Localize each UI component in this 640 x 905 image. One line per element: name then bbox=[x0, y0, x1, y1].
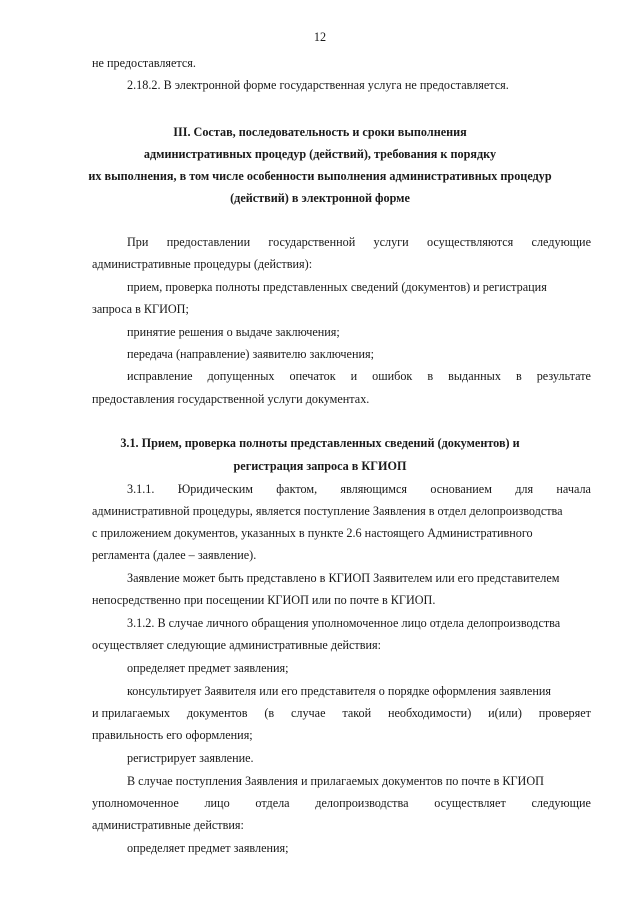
word: и(или) bbox=[488, 706, 522, 720]
word: государственной bbox=[268, 235, 356, 249]
word: случае bbox=[290, 706, 326, 720]
section-heading-line: (действий) в электронной форме bbox=[230, 191, 410, 205]
justified-line bbox=[127, 369, 591, 384]
text-line: определяет предмет заявления; bbox=[127, 841, 289, 855]
word: следующие bbox=[531, 796, 591, 810]
text-line: 3.1.2. В случае личного обращения уполномоченное лицо отдела делопроизводства bbox=[127, 616, 561, 630]
section-heading-line: III. Состав, последовательность и сроки выполнения bbox=[173, 125, 467, 139]
text-line: не предоставляется. bbox=[92, 56, 196, 70]
word: начала bbox=[556, 482, 591, 496]
word: выданных bbox=[448, 369, 501, 383]
text-line: 2.18.2. В электронной форме государственная услуга не предоставляется. bbox=[127, 78, 509, 92]
word: фактом, bbox=[276, 482, 318, 496]
word: документов bbox=[186, 706, 248, 720]
justified-line bbox=[127, 482, 591, 497]
word: необходимости) bbox=[387, 706, 472, 720]
word: такой bbox=[342, 706, 372, 720]
justified-line bbox=[92, 706, 591, 721]
text-line: предоставления государственной услуги документах. bbox=[92, 392, 370, 406]
text-line: регламента (далее – заявление). bbox=[92, 548, 257, 562]
word: допущенных bbox=[207, 369, 275, 383]
text-line: административной процедуры, является поступление Заявления в отдел делопроизводства bbox=[92, 504, 563, 518]
text-line: административные процедуры (действия): bbox=[92, 257, 313, 271]
word: проверяет bbox=[538, 706, 591, 720]
section-heading-line: их выполнения, в том числе особенности выполнения административных процедур bbox=[88, 169, 552, 183]
text-line: правильность его оформления; bbox=[92, 728, 253, 742]
text-line: Заявление может быть представлено в КГИОП Заявителем или его представителем bbox=[127, 571, 560, 585]
justified-line bbox=[127, 235, 591, 250]
word: осуществляет bbox=[434, 796, 506, 810]
word: следующие bbox=[531, 235, 591, 249]
text-line: принятие решения о выдаче заключения; bbox=[127, 325, 340, 339]
text-line: регистрирует заявление. bbox=[127, 751, 254, 765]
text-line: прием, проверка полноты представленных сведений (документов) и регистрация bbox=[127, 280, 547, 294]
text-line: административные действия: bbox=[92, 818, 244, 832]
word: При bbox=[127, 235, 149, 249]
word: основанием bbox=[430, 482, 492, 496]
word: лицо bbox=[204, 796, 230, 810]
subsection-heading-line: 3.1. Прием, проверка полноты представленных сведений (документов) и bbox=[120, 436, 520, 450]
word: (в bbox=[264, 706, 275, 720]
page-number: 12 bbox=[313, 30, 327, 44]
word: осуществляются bbox=[426, 235, 514, 249]
word: результате bbox=[536, 369, 591, 383]
word: опечаток bbox=[289, 369, 336, 383]
word: делопроизводства bbox=[315, 796, 409, 810]
word: в bbox=[427, 369, 434, 383]
text-line: консультирует Заявителя или его представителя о порядке оформления заявления bbox=[127, 684, 551, 698]
text-line: В случае поступления Заявления и прилагаемых документов по почте в КГИОП bbox=[127, 774, 544, 788]
word: уполномоченное bbox=[92, 796, 179, 810]
text-line: с приложением документов, указанных в пункте 2.6 настоящего Административного bbox=[92, 526, 533, 540]
word: для bbox=[515, 482, 534, 496]
word: и прилагаемых bbox=[92, 706, 171, 720]
word: предоставлении bbox=[166, 235, 251, 249]
text-line: осуществляет следующие административные действия: bbox=[92, 638, 382, 652]
text-line: непосредственно при посещении КГИОП или по почте в КГИОП. bbox=[92, 593, 436, 607]
subsection-heading-line: регистрация запроса в КГИОП bbox=[233, 459, 407, 473]
word: Юридическим bbox=[177, 482, 253, 496]
justified-line bbox=[92, 796, 591, 811]
word: услуги bbox=[373, 235, 409, 249]
section-heading-line: административных процедур (действий), требования к порядку bbox=[143, 147, 497, 161]
text-line: запроса в КГИОП; bbox=[92, 302, 189, 316]
word: отдела bbox=[255, 796, 290, 810]
word: исправление bbox=[127, 369, 193, 383]
word: ошибок bbox=[372, 369, 413, 383]
word: и bbox=[350, 369, 358, 383]
word: 3.1.1. bbox=[127, 482, 155, 496]
word: являющимся bbox=[340, 482, 408, 496]
text-line: определяет предмет заявления; bbox=[127, 661, 289, 675]
word: в bbox=[515, 369, 522, 383]
text-line: передача (направление) заявителю заключения; bbox=[127, 347, 374, 361]
